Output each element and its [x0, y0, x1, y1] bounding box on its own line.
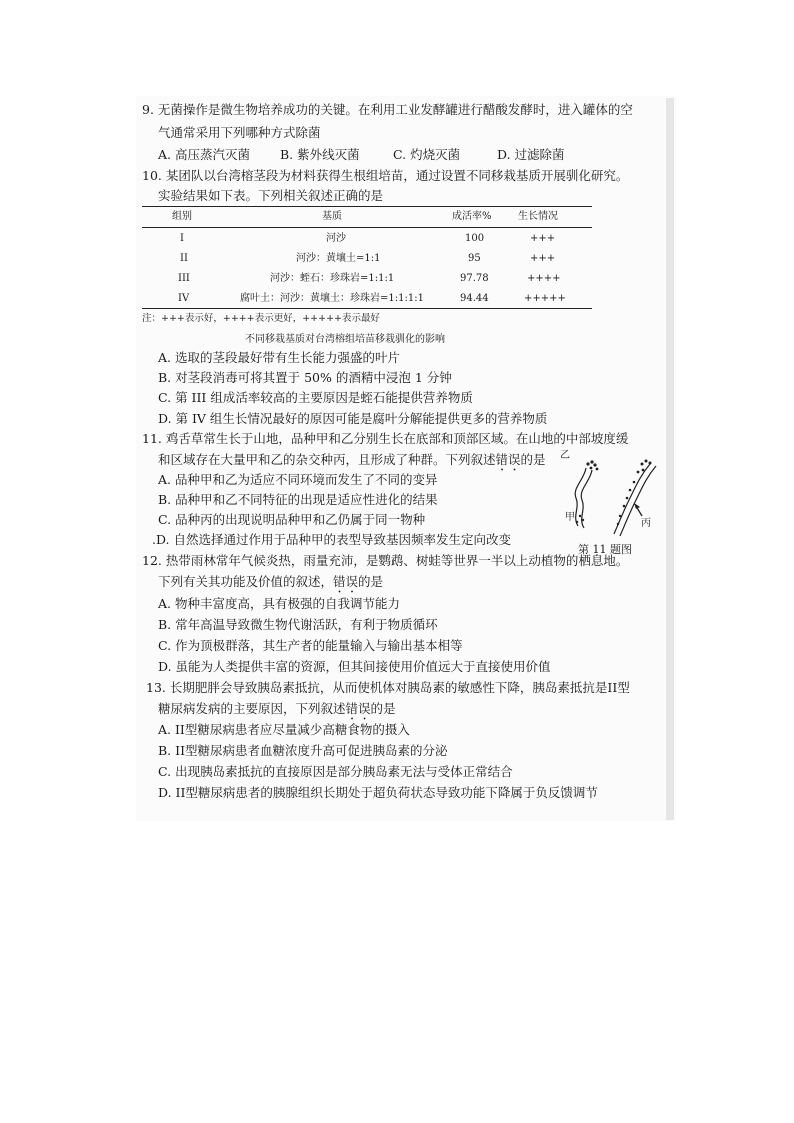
table-cell-survival: 95: [468, 253, 481, 264]
table-header-growth: 生长情况: [518, 211, 558, 222]
q11-option-a: A. 品种甲和乙为适应不同环境而发生了不同的变异: [158, 472, 438, 487]
q11-option-c: C. 品种丙的出现说明品种甲和乙仍属于同一物种: [158, 512, 426, 527]
question-11-stem-end: 的是: [520, 452, 546, 467]
table-cell-growth: +++++: [524, 293, 566, 304]
question-9-stem: 无菌操作是微生物培养成功的关键。在利用工业发酵罐进行醋酸发酵时，进入罐体的空: [157, 102, 633, 117]
question-11-stem: 鸡舌草常生长于山地，品种甲和乙分别生长在底部和顶部区域。在山地的中部坡度缓: [165, 431, 629, 446]
table-cell-growth: ++++: [527, 273, 561, 284]
table-bottom-rule: [142, 308, 592, 309]
table-cell-group: I: [180, 233, 184, 244]
table-cell-survival: 94.44: [460, 293, 489, 304]
question-11-line1: [142, 431, 628, 447]
figure-label-yi: 乙: [560, 450, 570, 461]
table-cell-substrate: 河沙：蛭石：珍珠岩=1:1:1: [270, 273, 395, 284]
q9-option-a: A. 高压蒸汽灭菌: [158, 147, 250, 162]
question-10-number: 10.: [142, 168, 162, 183]
q12-option-d: D. 虽能为人类提供丰富的资源，但其间接使用价值远大于直接使用价值: [158, 659, 551, 674]
mountain-figure: [558, 446, 666, 546]
q12-option-a: A. 物种丰富度高，具有极强的自我调节能力: [158, 596, 400, 611]
table-header-rule: [142, 227, 592, 228]
q11-option-b: B. 品种甲和乙不同特征的出现是适应性进化的结果: [158, 492, 438, 507]
question-10-stem: 某团队以台湾榕茎段为材料获得生根组培苗，通过设置不同移栽基质开展驯化研究。: [165, 168, 629, 183]
q9-option-b: B. 紫外线灭菌: [280, 147, 360, 162]
emphasis-wrong: 错误: [345, 701, 371, 716]
table-note: 注：+++表示好，++++表示更好，+++++表示最好: [142, 313, 381, 324]
emphasis-wrong: 错误: [333, 574, 359, 589]
table-cell-substrate: 河沙: [326, 233, 346, 244]
question-9-line1: [142, 102, 633, 118]
q10-option-a: A. 选取的茎段最好带有生长能力强盛的叶片: [158, 350, 400, 365]
q10-option-d: D. 第 IV 组生长情况最好的原因可能是腐叶分解能提供更多的营养物质: [158, 411, 548, 426]
arrow-head: [634, 503, 640, 509]
question-13-stem: 长期肥胖会导致胰岛素抵抗，从而使机体对胰岛素的敏感性下降，胰岛素抵抗是II型: [169, 680, 630, 695]
q10-option-c: C. 第 III 组成活率较高的主要原因是蛭石能提供营养物质: [158, 390, 473, 405]
question-10-line1: [142, 168, 628, 184]
question-9-line2: 气通常采用下列哪种方式除菌: [158, 125, 321, 140]
table-cell-survival: 100: [465, 233, 485, 244]
table-header-group: 组别: [172, 211, 192, 222]
q13-option-c: C. 出现胰岛素抵抗的直接原因是部分胰岛素无法与受体正常结合: [158, 764, 513, 779]
q12-option-b: B. 常年高温导致微生物代谢活跃，有利于物质循环: [158, 617, 438, 632]
q11-option-d: .D. 自然选择通过作用于品种甲的表型导致基因频率发生定向改变: [152, 532, 511, 547]
q10-option-b: B. 对茎段消毒可将其置于 50% 的酒精中浸泡 1 分钟: [158, 370, 452, 385]
question-13-stem-end: 的是: [370, 701, 396, 716]
table-cell-group: IV: [178, 293, 190, 304]
table-cell-survival: 97.78: [460, 273, 489, 284]
table-cell-growth: +++: [530, 233, 556, 244]
question-12-stem: 热带雨林常年气候炎热，雨量充沛，是鹦鹉、树蛙等世界一半以上动植物的栖息地。: [165, 553, 629, 568]
question-11-stem-part: 和区域存在大量甲和乙的杂交种丙，且形成了种群。下列叙述: [158, 452, 496, 467]
question-13-line1: [146, 680, 630, 696]
question-9-number: 9.: [142, 102, 154, 117]
figure-caption: 第 11 题图: [578, 543, 632, 556]
question-12-number: 12.: [142, 553, 162, 568]
question-11-number: 11.: [142, 431, 162, 446]
q13-option-d: D. II型糖尿病患者的胰腺组织长期处于超负荷状态导致功能下降属于负反馈调节: [158, 785, 598, 800]
table-cell-substrate: 腐叶土：河沙：黄壤土：珍珠岩=1:1:1:1: [240, 293, 424, 304]
table-top-rule: [142, 206, 592, 207]
figure-label-jia: 甲: [565, 512, 575, 523]
figure-label-bing: 丙: [641, 518, 651, 529]
question-13-stem-part: 糖尿病发病的主要原因，下列叙述: [158, 701, 346, 716]
q12-option-c: C. 作为顶极群落，其生产者的能量输入与输出基本相等: [158, 638, 463, 653]
table-cell-substrate: 河沙：黄壤土=1:1: [296, 253, 381, 264]
table-cell-growth: +++: [530, 253, 556, 264]
question-13-line2: [158, 701, 396, 723]
q13-option-b: B. II型糖尿病患者血糖浓度升高可促进胰岛素的分泌: [158, 743, 448, 758]
emphasis-wrong: 错误: [495, 452, 521, 467]
table-header-survival: 成活率%: [452, 211, 492, 222]
table-cell-group: III: [178, 273, 190, 284]
table-header-substrate: 基质: [322, 211, 342, 222]
question-10-line2: 实验结果如下表。下列相关叙述正确的是: [158, 188, 384, 203]
q9-option-d: D. 过滤除菌: [497, 147, 565, 162]
question-12-stem-end: 的是: [358, 574, 384, 589]
question-12-stem-part: 下列有关其功能及价值的叙述，: [158, 574, 334, 589]
page-edge-shadow: [666, 98, 674, 820]
table-cell-group: II: [180, 253, 188, 264]
q9-option-c: C. 灼烧灭菌: [393, 147, 461, 162]
q13-option-a: A. II型糖尿病患者应尽量减少高糖食物的摄入: [158, 722, 410, 737]
question-12-line1: [142, 553, 628, 569]
question-13-number: 13.: [146, 680, 166, 695]
table-caption: 不同移栽基质对台湾榕组培苗移栽驯化的影响: [245, 334, 445, 345]
question-11-line2: [158, 452, 546, 474]
question-12-line2: [158, 574, 383, 596]
